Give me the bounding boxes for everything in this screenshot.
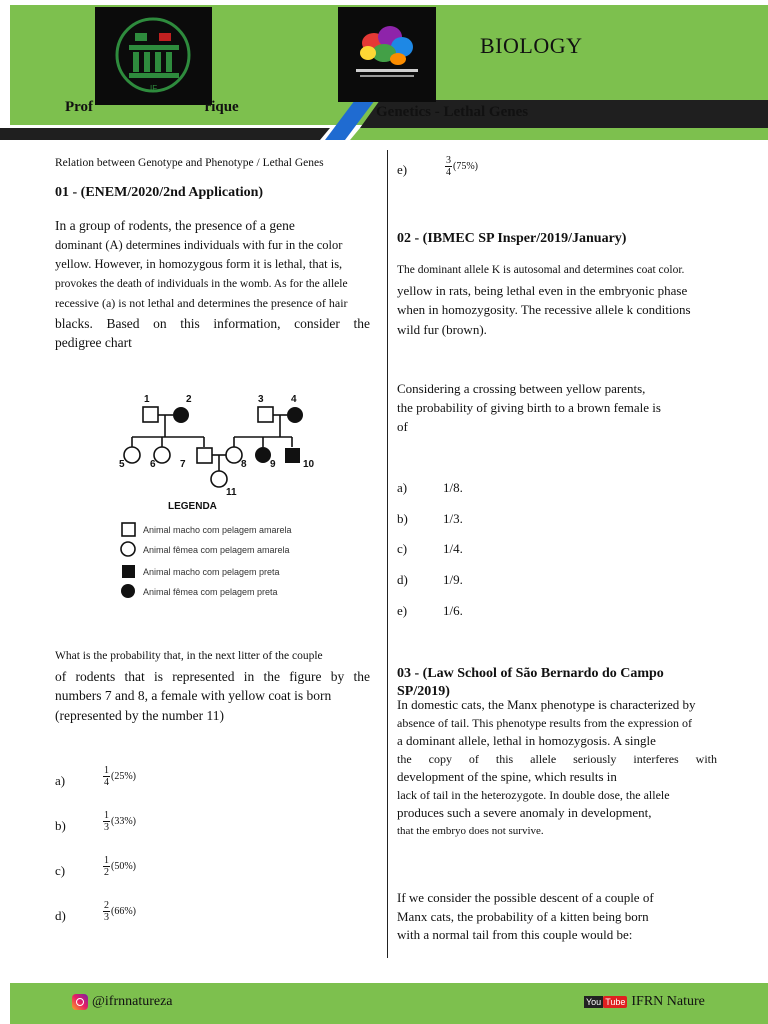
q1-line: blacks. Based on this information, consider the: [55, 315, 370, 331]
option-letter: b): [397, 511, 408, 526]
option-letter: e): [397, 162, 408, 177]
q1-line: provokes the death of individuals in the womb. As for the allele: [55, 277, 348, 290]
q3-line: that the embryo does not survive.: [397, 825, 544, 837]
pedigree-label-7: 7: [180, 459, 186, 470]
q1-line: recessive (a) is not lethal and determines the presence of hair: [55, 296, 348, 310]
option-letter: e): [397, 603, 408, 618]
option-letter: a): [55, 773, 66, 788]
option-letter: d): [55, 908, 66, 923]
pedigree-label-4: 4: [291, 394, 297, 405]
svg-text:IF: IF: [150, 84, 158, 93]
q1-prompt-line: What is the probability that, in the next litter of the couple: [55, 650, 323, 662]
youtube-channel: IFRN Nature: [631, 994, 705, 1009]
pedigree-individual-2: [173, 407, 189, 423]
option-letter: c): [55, 863, 66, 878]
question-1-title: 01 - (ENEM/2020/2nd Application): [55, 185, 264, 200]
pedigree-label-6: 6: [150, 459, 156, 470]
option-value: 1/9.: [443, 572, 463, 587]
relation-heading: Relation between Genotype and Phenotype / Lethal Genes: [55, 157, 324, 169]
q3-line: In domestic cats, the Manx phenotype is characterized by: [397, 697, 696, 712]
q3-line: a dominant allele, lethal in homozygosis. A single: [397, 733, 656, 748]
q3-line: the copy of this allele seriously interferes with: [397, 752, 717, 766]
fraction-denominator: 3: [104, 912, 109, 923]
pedigree-individual-3: [258, 407, 273, 422]
question-1-text: [55, 216, 370, 353]
fraction-percent: (75%): [453, 161, 478, 172]
option-fraction: [103, 900, 136, 923]
instagram-link[interactable]: [72, 994, 173, 1010]
page-footer: [10, 983, 768, 1024]
school-logo: [95, 7, 212, 105]
q1-line: yellow. However, in homozygous form it is lethal, that is,: [55, 257, 343, 271]
pedigree-label-9: 9: [270, 459, 276, 470]
option-value: 1/3.: [443, 511, 463, 526]
fraction-numerator: 1: [104, 810, 109, 821]
fraction-numerator: 2: [104, 900, 109, 911]
pedigree-individual-8: [226, 447, 242, 463]
fraction-numerator: 1: [104, 765, 109, 776]
q2-option-b[interactable]: [397, 511, 463, 527]
question-2-text: [397, 261, 717, 339]
brain-icon: [338, 7, 436, 102]
legend-item-1: Animal macho com pelagem amarela: [143, 525, 292, 535]
pedigree-label-2: 2: [186, 394, 192, 405]
pedigree-label-1: 1: [144, 394, 150, 405]
pedigree-label-10: 10: [303, 459, 315, 470]
q2-option-c[interactable]: [397, 541, 463, 557]
legend-square-open: [122, 523, 135, 536]
legend-square-filled: [122, 565, 135, 578]
q1-prompt-line: (represented by the number 11): [55, 707, 224, 723]
option-fraction: [103, 765, 136, 788]
pedigree-individual-6: [154, 447, 170, 463]
option-letter: d): [397, 572, 408, 587]
pedigree-label-8: 8: [241, 459, 247, 470]
pedigree-chart: [110, 385, 340, 605]
q2-line: The dominant allele K is autosomal and determines coat color.: [397, 264, 685, 276]
fraction-denominator: 4: [104, 777, 109, 788]
youtube-link[interactable]: [584, 994, 705, 1010]
option-value: 1/8.: [443, 480, 463, 495]
q2-option-d[interactable]: [397, 572, 463, 588]
pedigree-label-3: 3: [258, 394, 264, 405]
option-fraction: [103, 810, 136, 833]
q3-line: produces such a severe anomaly in development,: [397, 805, 652, 820]
q1-prompt-line: numbers 7 and 8, a female with yellow coat is born: [55, 688, 332, 703]
fraction-percent: (33%): [111, 816, 136, 827]
question-3-title: 03 - (Law School of São Bernardo do Campo SP/2019): [397, 666, 664, 699]
q1-line: pedigree chart: [55, 335, 132, 350]
fraction-numerator: 3: [446, 155, 451, 166]
option-value: 1/4.: [443, 541, 463, 556]
ifrn-logo-icon: [95, 7, 212, 105]
biology-brain-logo: [338, 7, 436, 102]
question-1-prompt: [55, 647, 370, 725]
q1-line: dominant (A) determines individuals with fur in the color: [55, 237, 343, 252]
q3-line: absence of tail. This phenotype results from the expression of: [397, 716, 693, 730]
subject-title: BIOLOGY: [480, 33, 583, 58]
q1-prompt-line: of rodents that is represented in the figure by the: [55, 668, 370, 684]
column-divider: [387, 150, 388, 958]
fraction-numerator: 1: [104, 855, 109, 866]
legend-circle-open: [121, 542, 135, 556]
q2-line: wild fur (brown).: [397, 321, 487, 337]
pedigree-legend-title: LEGENDA: [168, 501, 217, 512]
instagram-handle: @ifrnnatureza: [92, 994, 173, 1009]
option-letter: a): [397, 480, 408, 495]
legend-item-2: Animal fêmea com pelagem amarela: [143, 545, 290, 555]
page-header: [0, 0, 768, 145]
legend-item-3: Animal macho com pelagem preta: [143, 567, 280, 577]
q3-line: lack of tail in the heterozygote. In double dose, the allele: [397, 788, 670, 802]
pedigree-label-11: 11: [226, 487, 237, 498]
pedigree-label-5: 5: [119, 459, 125, 470]
professor-name-start: Prof: [65, 99, 94, 115]
q2-line: yellow in rats, being lethal even in the embryonic phase: [397, 282, 688, 298]
fraction-denominator: 4: [446, 167, 451, 178]
legend-item-4: Animal fêmea com pelagem preta: [143, 587, 278, 597]
youtube-icon: [584, 996, 627, 1008]
fraction-percent: (50%): [111, 861, 136, 872]
professor-name-end: rique: [204, 99, 239, 115]
youtube-icon-you: You: [586, 997, 602, 1007]
option-value: 1/6.: [443, 603, 463, 618]
option-letter: b): [55, 818, 66, 833]
option-letter: c): [397, 541, 408, 556]
pedigree-individual-4: [287, 407, 303, 423]
q3-line: development of the spine, which results in: [397, 769, 617, 784]
q3-prompt-line: If we consider the possible descent of a couple of: [397, 890, 654, 905]
fraction-percent: (25%): [111, 771, 136, 782]
q3-prompt-line: with a normal tail from this couple would be:: [397, 927, 633, 942]
option-fraction: [103, 855, 136, 878]
q2-option-a[interactable]: [397, 480, 463, 496]
legend-circle-filled: [121, 584, 135, 598]
fraction-denominator: 2: [104, 867, 109, 878]
question-3-text: [397, 696, 717, 840]
pedigree-individual-11: [211, 471, 227, 487]
professor-name: [65, 99, 239, 116]
q2-line: when in homozygosity. The recessive allele k conditions: [397, 302, 691, 317]
pedigree-individual-9: [255, 447, 271, 463]
q2-prompt-line: the probability of giving birth to a brown female is: [397, 400, 661, 415]
youtube-icon-tube: Tube: [605, 997, 626, 1007]
q3-prompt-line: Manx cats, the probability of a kitten being born: [397, 908, 649, 924]
option-fraction: [445, 155, 478, 178]
fraction-denominator: 3: [104, 822, 109, 833]
instagram-icon: [72, 994, 88, 1010]
pedigree-individual-7: [197, 448, 212, 463]
pedigree-individual-1: [143, 407, 158, 422]
q2-prompt-line: Considering a crossing between yellow parents,: [397, 381, 646, 396]
topic-title: Genetics - Lethal Genes: [376, 104, 529, 120]
pedigree-individual-5: [124, 447, 140, 463]
q1-line: In a group of rodents, the presence of a gene: [55, 218, 295, 233]
question-2-title: 02 - (IBMEC SP Insper/2019/January): [397, 231, 627, 246]
fraction-percent: (66%): [111, 906, 136, 917]
question-3-prompt: [397, 889, 717, 945]
q2-prompt-line: of: [397, 419, 408, 434]
pedigree-individual-10: [285, 448, 300, 463]
q2-option-e[interactable]: [397, 603, 463, 619]
question-2-prompt: [397, 379, 717, 436]
